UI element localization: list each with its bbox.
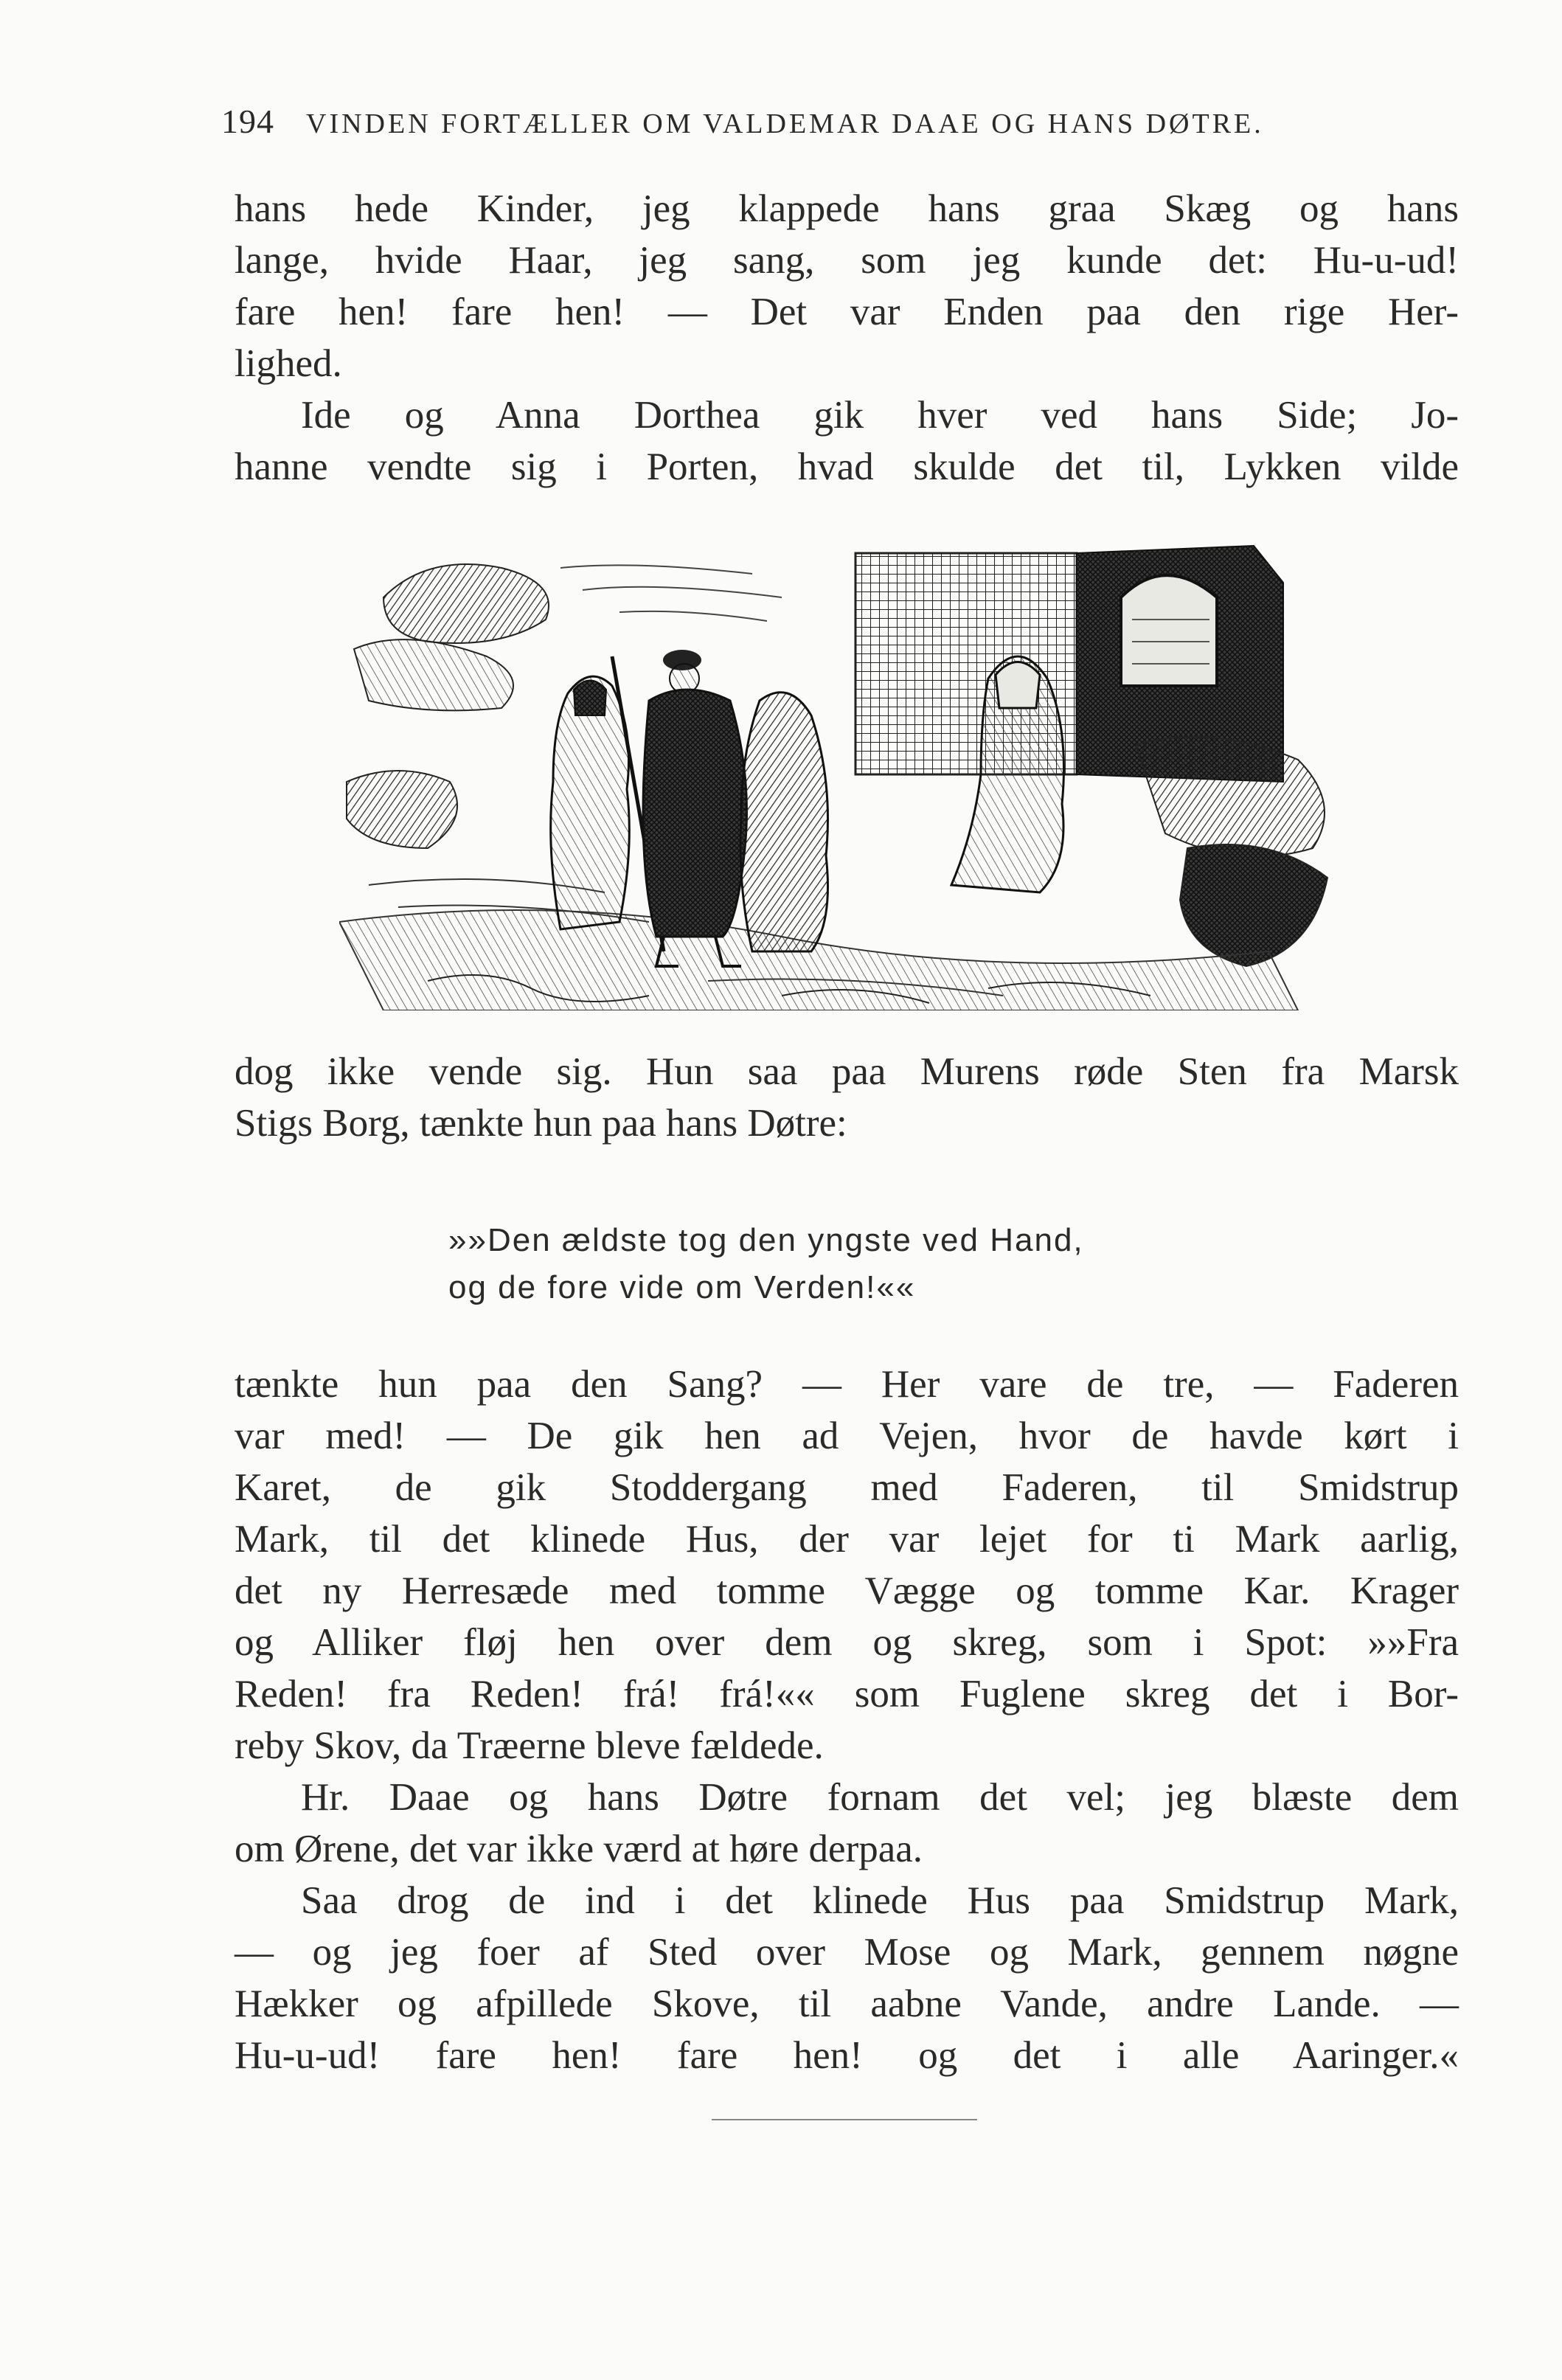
text-line: Hækker og afpillede Skove, til aabne Vande, andre Lande. — <box>235 1982 1459 2025</box>
running-header <box>221 102 1357 153</box>
text-line: Mark, til det klinede Hus, der var lejet for ti Mark aarlig, <box>235 1518 1459 1561</box>
text-line: og Alliker fløj hen over dem og skreg, som i Spot: »»Fra <box>235 1621 1459 1664</box>
text-line: lighed. <box>235 342 342 385</box>
text-line: hans hede Kinder, jeg klappede hans graa Skæg og hans <box>235 187 1459 230</box>
text-line: det ny Herresæde med tomme Vægge og tomme Kar. Krager <box>235 1569 1459 1612</box>
end-rule <box>712 2119 977 2120</box>
verse-line: »»Den ældste tog den yngste ved Hand, <box>448 1222 1084 1258</box>
text-line: dog ikke vende sig. Hun saa paa Murens røde Sten fra Marsk <box>235 1050 1459 1093</box>
text-line: var med! — De gik hen ad Vejen, hvor de havde kørt i <box>235 1415 1459 1457</box>
text-line: Hu-u-ud! fare hen! fare hen! og det i alle Aaringer.« <box>235 2034 1459 2077</box>
text-line: Saa drog de ind i det klinede Hus paa Smidstrup Mark, <box>301 1879 1459 1922</box>
page-number: 194 <box>221 103 274 140</box>
text-line: Reden! fra Reden! frá! frá!«« som Fuglene skreg det i Bor- <box>235 1673 1459 1715</box>
engraving-illustration <box>339 538 1342 1010</box>
text-line: hanne vendte sig i Porten, hvad skulde det til, Lykken vilde <box>235 445 1459 488</box>
text-line: fare hen! fare hen! — Det var Enden paa den rige Her- <box>235 291 1459 333</box>
text-line: tænkte hun paa den Sang? — Her vare de tre, — Faderen <box>235 1363 1459 1406</box>
text-line: Hr. Daae og hans Døtre fornam det vel; jeg blæste dem <box>301 1776 1459 1819</box>
running-title: VINDEN FORTÆLLER OM VALDEMAR DAAE OG HANS DØTRE. <box>306 108 1264 139</box>
text-line: Stigs Borg, tænkte hun paa hans Døtre: <box>235 1102 847 1145</box>
text-line: om Ørene, det var ikke værd at høre derpaa. <box>235 1828 923 1870</box>
text-line: Ide og Anna Dorthea gik hver ved hans Side; Jo- <box>301 394 1459 437</box>
text-line: lange, hvide Haar, jeg sang, som jeg kunde det: Hu-u-ud! <box>235 239 1459 282</box>
text-line: — og jeg foer af Sted over Mose og Mark, gennem nøgne <box>235 1931 1459 1974</box>
text-line: Karet, de gik Stoddergang med Faderen, til Smidstrup <box>235 1466 1459 1509</box>
text-line: reby Skov, da Træerne bleve fældede. <box>235 1724 824 1767</box>
verse-line: og de fore vide om Verden!«« <box>448 1269 916 1305</box>
